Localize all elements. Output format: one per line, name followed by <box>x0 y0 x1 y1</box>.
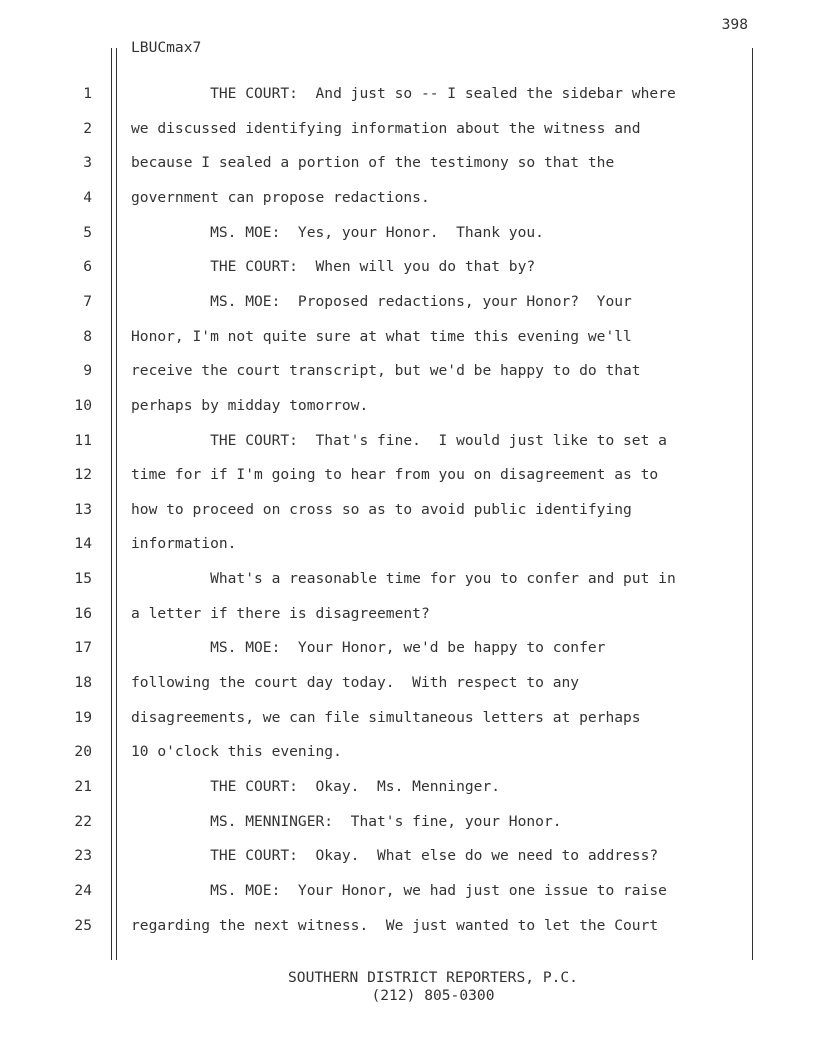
transcript-line <box>0 639 816 659</box>
line-number: 7 <box>83 292 92 310</box>
transcript-line <box>0 743 816 763</box>
transcript-line <box>0 189 816 209</box>
transcript-line <box>0 674 816 694</box>
transcript-line <box>0 466 816 486</box>
transcript-line <box>0 85 816 105</box>
line-number: 18 <box>74 674 92 692</box>
line-text: THE COURT: When will you do that by? <box>131 258 536 276</box>
line-number: 14 <box>74 535 92 553</box>
transcript-line <box>0 917 816 937</box>
line-number: 10 <box>74 396 92 414</box>
transcript-line <box>0 258 816 278</box>
line-text: how to proceed on cross so as to avoid public identifying <box>131 500 632 518</box>
transcript-line <box>0 813 816 833</box>
line-number: 22 <box>74 812 92 830</box>
line-text: MS. MOE: Your Honor, we had just one issue to raise <box>131 881 667 899</box>
line-text: THE COURT: Okay. What else do we need to address? <box>131 847 659 865</box>
line-number: 19 <box>74 708 92 726</box>
line-text: a letter if there is disagreement? <box>131 604 430 622</box>
line-text: because I sealed a portion of the testimony so that the <box>131 154 615 172</box>
line-number: 13 <box>74 500 92 518</box>
line-number: 23 <box>74 847 92 865</box>
transcript-line <box>0 882 816 902</box>
line-text: THE COURT: That's fine. I would just like to set a <box>131 431 667 449</box>
line-text: time for if I'm going to hear from you on disagreement as to <box>131 466 659 484</box>
transcript-line <box>0 362 816 382</box>
line-text: THE COURT: Okay. Ms. Menninger. <box>131 778 501 795</box>
transcript-line <box>0 501 816 521</box>
line-text: THE COURT: And just so -- I sealed the sidebar where <box>131 85 676 102</box>
line-text: we discussed identifying information about the witness and <box>131 119 641 137</box>
transcript-line <box>0 293 816 313</box>
line-text: What's a reasonable time for you to confer and put in <box>131 570 676 588</box>
transcript-line <box>0 570 816 590</box>
line-text: following the court day today. With respect to any <box>131 674 580 692</box>
transcript-line <box>0 432 816 452</box>
line-text: regarding the next witness. We just wanted to let the Court <box>131 916 659 934</box>
transcript-line <box>0 778 816 798</box>
transcript-line <box>0 847 816 867</box>
line-number: 15 <box>74 570 92 588</box>
line-number: 24 <box>74 881 92 899</box>
line-text: information. <box>131 535 237 553</box>
line-text: Honor, I'm not quite sure at what time this evening we'll <box>131 327 632 345</box>
transcript-line <box>0 224 816 244</box>
page-number: 398 <box>721 16 748 33</box>
line-text: disagreements, we can file simultaneous letters at perhaps <box>131 708 641 726</box>
line-text: MS. MOE: Yes, your Honor. Thank you. <box>131 223 544 241</box>
line-number: 11 <box>74 431 92 449</box>
line-text: perhaps by midday tomorrow. <box>131 396 369 414</box>
transcript-line <box>0 328 816 348</box>
line-number: 17 <box>74 639 92 657</box>
line-text: 10 o'clock this evening. <box>131 743 342 761</box>
line-number: 16 <box>74 604 92 622</box>
line-number: 25 <box>74 916 92 934</box>
transcript-line <box>0 709 816 729</box>
transcript-line <box>0 605 816 625</box>
line-text: MS. MENNINGER: That's fine, your Honor. <box>131 812 562 830</box>
line-number: 1 <box>83 85 92 102</box>
transcript-line <box>0 154 816 174</box>
line-number: 6 <box>83 258 92 276</box>
line-text: receive the court transcript, but we'd be happy to do that <box>131 362 641 380</box>
line-text: MS. MOE: Your Honor, we'd be happy to confer <box>131 639 606 657</box>
line-text: government can propose redactions. <box>131 188 430 206</box>
footer-phone: (212) 805-0300 <box>371 987 495 1004</box>
transcript-line <box>0 120 816 140</box>
line-number: 21 <box>74 778 92 795</box>
transcript-line <box>0 397 816 417</box>
line-number: 5 <box>83 223 92 241</box>
line-number: 12 <box>74 466 92 484</box>
footer-reporter: SOUTHERN DISTRICT REPORTERS, P.C. <box>288 969 578 986</box>
line-number: 3 <box>83 154 92 172</box>
line-number: 4 <box>83 188 92 206</box>
line-number: 20 <box>74 743 92 761</box>
line-number: 8 <box>83 327 92 345</box>
line-number: 2 <box>83 119 92 137</box>
line-text: MS. MOE: Proposed redactions, your Honor? Your <box>131 292 632 310</box>
transcript-line <box>0 535 816 555</box>
line-number: 9 <box>83 362 92 380</box>
case-code: LBUCmax7 <box>131 39 202 56</box>
